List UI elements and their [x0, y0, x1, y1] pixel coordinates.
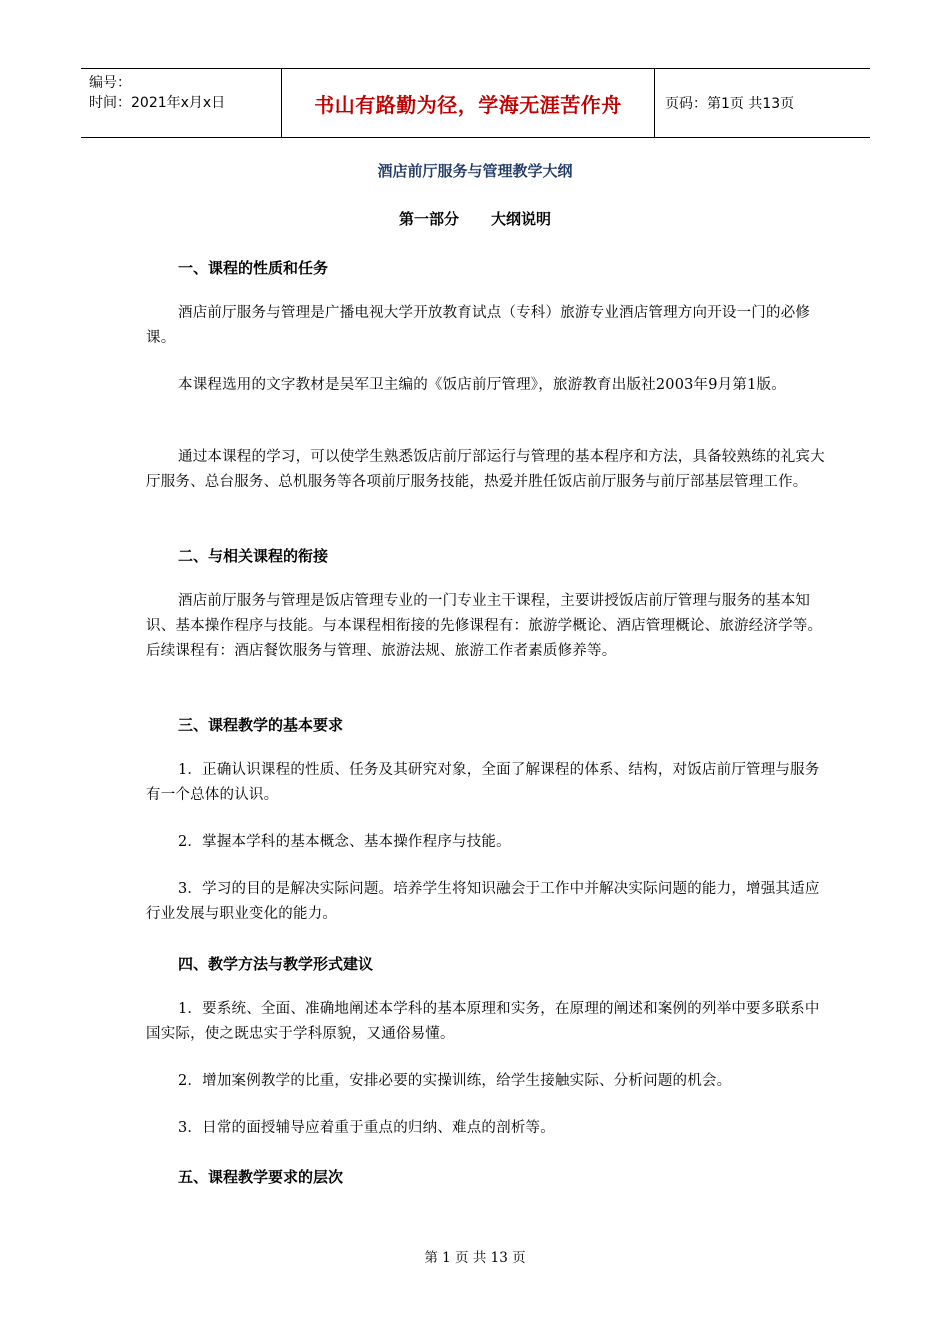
section4-paragraph-3: 3．日常的面授辅导应着重于重点的归纳、难点的剖析等。	[178, 1120, 555, 1136]
part-label: 第一部分	[398, 210, 459, 228]
section-heading-4: 四、教学方法与教学形式建议	[178, 955, 374, 973]
part-title	[0, 208, 950, 229]
document-time-label: 时间：2021年x月x日	[89, 95, 226, 111]
section1-paragraph-1: 酒店前厅服务与管理是广播电视大学开放教育试点（专科）旅游专业酒店管理方向开设一门的必修课。	[146, 305, 811, 346]
header-left-cell	[81, 69, 281, 137]
section1-paragraph-3: 通过本课程的学习，可以使学生熟悉饭店前厅部运行与管理的基本程序和方法，具备较熟练的礼宾大厅服务、总台服务、总机服务等各项前厅服务技能，热爱并胜任饭店前厅服务与前厅部基层管理工作。	[146, 449, 825, 490]
header-page-cell	[655, 69, 870, 137]
part-name: 大纲说明	[491, 210, 552, 228]
section2-paragraph-1: 酒店前厅服务与管理是饭店管理专业的一门专业主干课程，主要讲授饭店前厅管理与服务的基本知识、基本操作程序与技能。与本课程相衔接的先修课程有：旅游学概论、酒店管理概论、旅游经济学等。后续课程有：酒店餐饮服务与管理、旅游法规、旅游工作者素质修养等。	[146, 593, 823, 659]
section-heading-1: 一、课程的性质和任务	[178, 259, 329, 277]
document-number-label: 编号：	[89, 75, 131, 91]
section3-paragraph-1: 1．正确认识课程的性质、任务及其研究对象，全面了解课程的体系、结构，对饭店前厅管理与服务有一个总体的认识。	[146, 762, 820, 803]
section-heading-3: 三、课程教学的基本要求	[178, 716, 344, 734]
header-motto: 书山有路勤为径，学海无涯苦作舟	[314, 92, 622, 117]
section3-paragraph-3: 3．学习的目的是解决实际问题。培养学生将知识融会于工作中并解决实际问题的能力，增强其适应行业发展与职业变化的能力。	[146, 881, 820, 922]
page-footer: 第 1 页 共 13 页	[424, 1250, 526, 1266]
document-title: 酒店前厅服务与管理教学大纲	[377, 162, 573, 180]
section-heading-2: 二、与相关课程的衔接	[178, 547, 329, 565]
section3-paragraph-2: 2．掌握本学科的基本概念、基本操作程序与技能。	[178, 834, 511, 850]
section4-paragraph-1: 1．要系统、全面、准确地阐述本学科的基本原理和实务，在原理的阐述和案例的列举中要多联系中国实际，使之既忠实于学科原貌，又通俗易懂。	[146, 1001, 820, 1042]
section-heading-5: 五、课程教学要求的层次	[178, 1168, 344, 1186]
header-motto-cell	[281, 69, 655, 137]
header-page-label: 页码：第1页 共13页	[665, 96, 795, 112]
header-table	[81, 68, 870, 138]
section4-paragraph-2: 2．增加案例教学的比重，安排必要的实操训练，给学生接触实际、分析问题的机会。	[178, 1073, 732, 1089]
section1-paragraph-2: 本课程选用的文字教材是吴军卫主编的《饭店前厅管理》，旅游教育出版社2003年9月第1版。	[178, 377, 786, 393]
